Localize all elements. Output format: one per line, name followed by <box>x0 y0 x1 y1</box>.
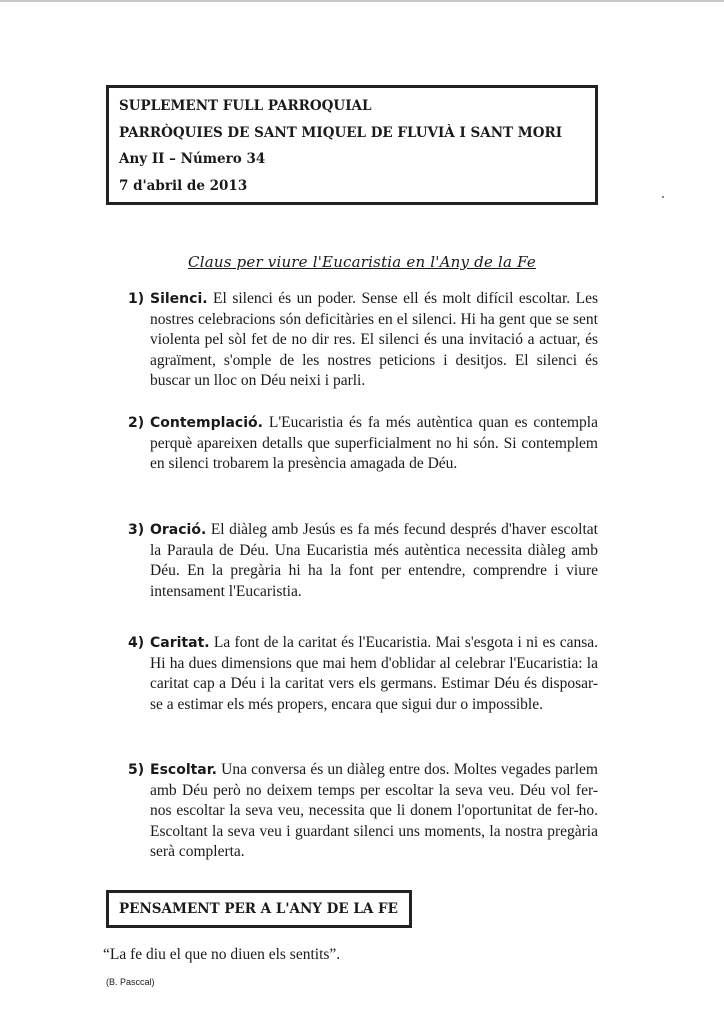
list-item-body <box>150 633 598 715</box>
scan-top-edge <box>0 0 724 2</box>
list-item-text: La font de la caritat és l'Eucaristia. Mai s'esgota i ni es cansa. Hi ha dues dimensions que mai hem d'oblidar al celebrar l'Eucaristia: la caritat cap a Déu i la caritat vers els germans. Estimar Déu és disposar-se a estimar els més propers, encara que sigui dur o impossible. <box>150 634 598 713</box>
list-item-2 <box>128 413 598 475</box>
list-item-number: 1) <box>128 291 145 307</box>
list-item-heading: Contemplació. <box>150 415 263 431</box>
newsletter-header-box <box>106 85 598 205</box>
list-item-text: Una conversa és un diàleg entre dos. Moltes vegades parlem amb Déu però no deixem temps per escoltar la seva veu. Déu vol fer-nos escoltar la seva veu, necessita que li donem l'oportunitat de fer-ho. Escoltant la seva veu i guardant silenci uns moments, la nostra pregària serà complerta. <box>150 761 598 860</box>
list-item-body <box>150 520 598 602</box>
list-item-4 <box>128 633 598 715</box>
list-item-heading: Escoltar. <box>150 762 217 778</box>
quote-attribution: (B. Pasccal) <box>106 977 155 987</box>
list-item-body <box>150 760 598 863</box>
list-item-body <box>150 289 598 392</box>
list-item-number: 4) <box>128 635 145 651</box>
list-item-text: El silenci és un poder. Sense ell és molt difícil escoltar. Les nostres celebracions són deficitàries en el silenci. Hi ha gent que se sent violenta pel sòl fet de no dir res. El silenci és una invitació a actuar, és agraïment, s'omple de les nostres peticions i desitjos. El silenci és buscar un lloc on Déu neixi i parli. <box>150 290 598 389</box>
list-item-5 <box>128 760 598 863</box>
scan-speck <box>662 196 664 198</box>
parish-names: PARRÒQUIES DE SANT MIQUEL DE FLUVIÀ I SANT MORI <box>119 124 563 141</box>
list-item-number: 3) <box>128 522 145 538</box>
list-item-heading: Silenci. <box>150 291 208 307</box>
list-item-body <box>150 413 598 475</box>
list-item-number: 2) <box>128 415 145 431</box>
article-title: Claus per viure l'Eucaristia en l'Any de la Fe <box>188 253 536 271</box>
quote-text: “La fe diu el que no diuen els sentits”. <box>103 946 341 963</box>
list-item-heading: Oració. <box>150 522 207 538</box>
newsletter-name: SUPLEMENT FULL PARROQUIAL <box>119 98 372 114</box>
list-item-3 <box>128 520 598 602</box>
list-item-text: El diàleg amb Jesús es fa més fecund després d'haver escoltat la Paraula de Déu. Una Eucaristia més autèntica necessita diàleg amb Déu. En la pregària hi ha la font per entendre, comprendre i viure intensament l'Eucaristia. <box>150 521 598 600</box>
list-item-text: L'Eucaristia és fa més autèntica quan es contempla perquè apareixen detalls que superficialment no hi són. Si contemplem en silenci trobarem la presència amagada de Déu. <box>150 414 598 472</box>
list-item-number: 5) <box>128 762 145 778</box>
issue-date: 7 d'abril de 2013 <box>119 177 248 194</box>
issue-number: Any II – Número 34 <box>119 151 266 167</box>
list-item-1 <box>128 289 598 392</box>
section-heading-box: PENSAMENT PER A L'ANY DE LA FE <box>106 890 412 928</box>
list-item-heading: Caritat. <box>150 635 210 651</box>
